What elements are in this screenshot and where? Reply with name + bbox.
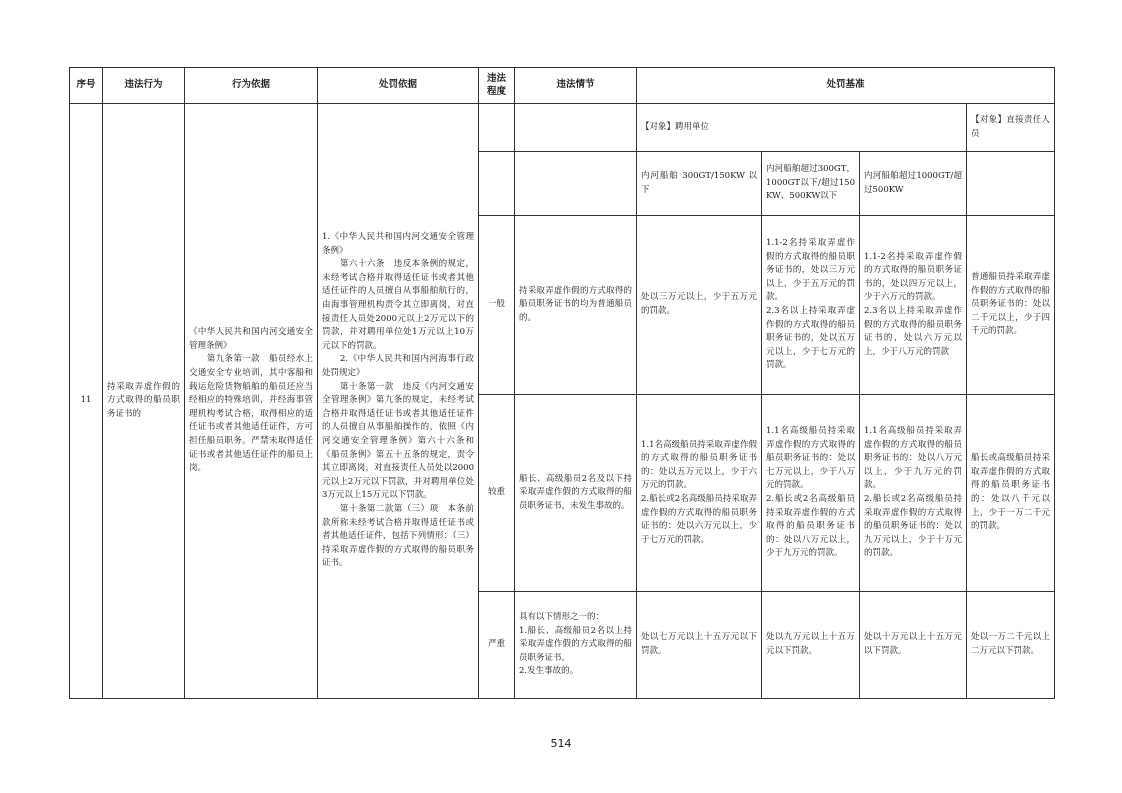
circumstance-severe-cell (515, 592, 637, 699)
small-severe-cell (637, 592, 762, 699)
row-seq: 11 (70, 104, 103, 699)
subject-row (70, 104, 1055, 152)
responsible-serious-cell (967, 395, 1055, 592)
responsible-general: 普通船员持采取弄虚作假的方式取得的船员职务证书的：处以二千元以上，少于四千元的罚款。 (971, 272, 1051, 337)
subject-responsible-cell (967, 104, 1055, 152)
vessel-small-cell (637, 152, 762, 216)
responsible-general-cell (967, 216, 1055, 395)
medium-severe-cell (762, 592, 860, 699)
row-violation-cell (103, 104, 185, 699)
header-penalty-basis: 处罚依据 (318, 68, 479, 104)
degree-severe-cell (479, 592, 515, 699)
header-standard: 处罚基准 (637, 68, 1055, 104)
vessel-large-cell (860, 152, 967, 216)
blank-responsible-2 (967, 152, 1055, 216)
circumstance-serious-cell (515, 395, 637, 592)
medium-general: 1.1-2名持采取弄虚作假的方式取得的船员职务证书的，处以三万元以上，少于五万元的罚款。 2.3名以上持采取弄虚作假的方式取得的船员职务证书的，处以五万元以上，少于七万元的罚款。 (766, 238, 855, 371)
row-basis-cell (185, 104, 318, 699)
circumstance-general-cell (515, 216, 637, 395)
vessel-medium-cell (762, 152, 860, 216)
responsible-severe: 处以一万二千元以上二万元以下罚款。 (971, 632, 1051, 656)
large-serious: 1.1名高级船员持采取弄虚作假的方式取得的船员职务证书的：处以八万元以上，少于九万元的罚款。 2.船长或2名高级船员持采取弄虚作假的方式取得的船员职务证书的：处以九万元以上，少于十万元的罚款。 (864, 426, 962, 559)
degree-general: 一般 (487, 299, 505, 310)
medium-severe: 处以九万元以上十五万元以下罚款。 (766, 632, 855, 656)
blank-degree-1 (479, 104, 515, 152)
degree-severe: 严重 (487, 639, 505, 650)
header-seq: 序号 (70, 68, 103, 104)
blank-circumstance-2 (515, 152, 637, 216)
small-serious-cell (637, 395, 762, 592)
medium-serious: 1.1名高级船员持采取弄虚作假的方式取得的船员职务证书的：处以七万元以上，少于八万元的罚款。 2.船长或2名高级船员持采取弄虚作假的方式取得的船员职务证书的：处以八万元以上，少于九万元的罚款。 (766, 426, 855, 559)
row-basis: 《中华人民共和国内河交通安全管理条例》 第九条第一款 船员经水上交通安全专业培训，其中客船和载运危险货物船舶的船员还应当经相应的特殊培训，并经海事管理机构考试合格，取得相应的适任证书或者其他适任证件，方可担任船员职务。严禁未取得适任证书或者其他适任证件的船员上岗。 (189, 327, 313, 474)
header-basis: 行为依据 (185, 68, 318, 104)
vessel-medium: 内河船舶超过300GT，1000GT以下/超过150KW、500KW以下 (766, 164, 855, 202)
large-serious-cell (860, 395, 967, 592)
responsible-serious: 船长或高级船员持采取弄虚作假的方式取得的船员职务证书的：处以八千元以上，少于一万二千元的罚款。 (971, 453, 1051, 532)
row-violation: 持采取弄虚作假的方式取得的船员职务证书的 (107, 381, 180, 419)
row-penalty-basis: 1.《中华人民共和国内河交通安全管理条例》 第六十六条 违反本条例的规定，未经考试合格并取得适任证书或者其他适任证件的人员擅自从事船舶航行的，由海事管理机构责令其立即离岗，对直接责任人员处2000元以上2万元以下的罚款，并对聘用单位处1万元以上10万元以下的罚款。 2.《中华人民共和国内河海事行政处罚规定》 第十条第一款 违反《内河交通安全管理条例》第九条的规定，未经考试合格并取得适任证书或者其他适任证件的人员擅自从事船舶操作的，依照《内河交通安全管理条例》第六十六条和《船员条例》第五十五条的规定，责令其立即离岗，对直接责任人员处以2000元以上2万元以下罚款，并对聘用单位处3万元以上15万元以下罚款。 第十条第二款第（三）项 本条前款所称未经考试合格并取得适任证书或者其他适任证件，包括下列情形：（三）持采取弄虚作假的方式取得的船员职务证书。 (322, 232, 474, 569)
header-circumstance: 违法情节 (515, 68, 637, 104)
circumstance-serious: 船长、高级船员2名及以下持采取弄虚作假的方式取得的船员职务证书，未发生事故的。 (519, 473, 632, 511)
small-severe: 处以七万元以上十五万元以下罚款。 (641, 632, 757, 656)
degree-serious: 较重 (487, 487, 505, 498)
large-general-cell (860, 216, 967, 395)
responsible-severe-cell (967, 592, 1055, 699)
vessel-large: 内河船舶超过1000GT/超过500KW (864, 170, 962, 195)
large-general: 1.1-2名持采取弄虚作假的方式取得的船员职务证书的，处以四万元以上，少于六万元的罚款。 2.3名以上持采取弄虚作假的方式取得的船员职务证书的，处以六万元以上，少于八万元的罚款 (864, 251, 962, 357)
large-severe-cell (860, 592, 967, 699)
large-severe: 处以十万元以上十五万元以下罚款。 (864, 632, 962, 656)
subject-employer-cell (637, 104, 967, 152)
degree-serious-cell (479, 395, 515, 592)
small-general-cell (637, 216, 762, 395)
degree-general-cell (479, 216, 515, 395)
row-penalty-basis-cell (318, 104, 479, 699)
subject-responsible: 【对象】直接责任人员 (971, 114, 1051, 139)
header-violation: 违法行为 (103, 68, 185, 104)
page-number: 514 (550, 737, 572, 750)
medium-general-cell (762, 216, 860, 395)
medium-serious-cell (762, 395, 860, 592)
vessel-small: 内河船舶 300GT/150KW 以下 (641, 170, 757, 195)
blank-circumstance-1 (515, 104, 637, 152)
small-serious: 1.1名高级船员持采取弄虚作假的方式取得的船员职务证书的：处以五万元以上，少于六万元的罚款。 2.船长或2名高级船员持采取弄虚作假的方式取得的船员职务证书的：处以六万元以上，少于七万元的罚款。 (641, 439, 757, 545)
header-degree: 违法 程度 (479, 68, 515, 104)
header-row (70, 68, 1055, 104)
circumstance-general: 持采取弄虚作假的方式取得的船员职务证书的均为普通船员的。 (519, 285, 632, 323)
penalty-standard-table (69, 67, 1055, 699)
small-general: 处以三万元以上，少于五万元的罚款。 (641, 292, 757, 316)
circumstance-severe: 具有以下情形之一的： 1.船长、高级船员2名以上持采取弄虚作假的方式取得的船员职务证书。 2.发生事故的。 (519, 612, 632, 677)
subject-employer: 【对象】聘用单位 (641, 121, 710, 132)
blank-degree-2 (479, 152, 515, 216)
